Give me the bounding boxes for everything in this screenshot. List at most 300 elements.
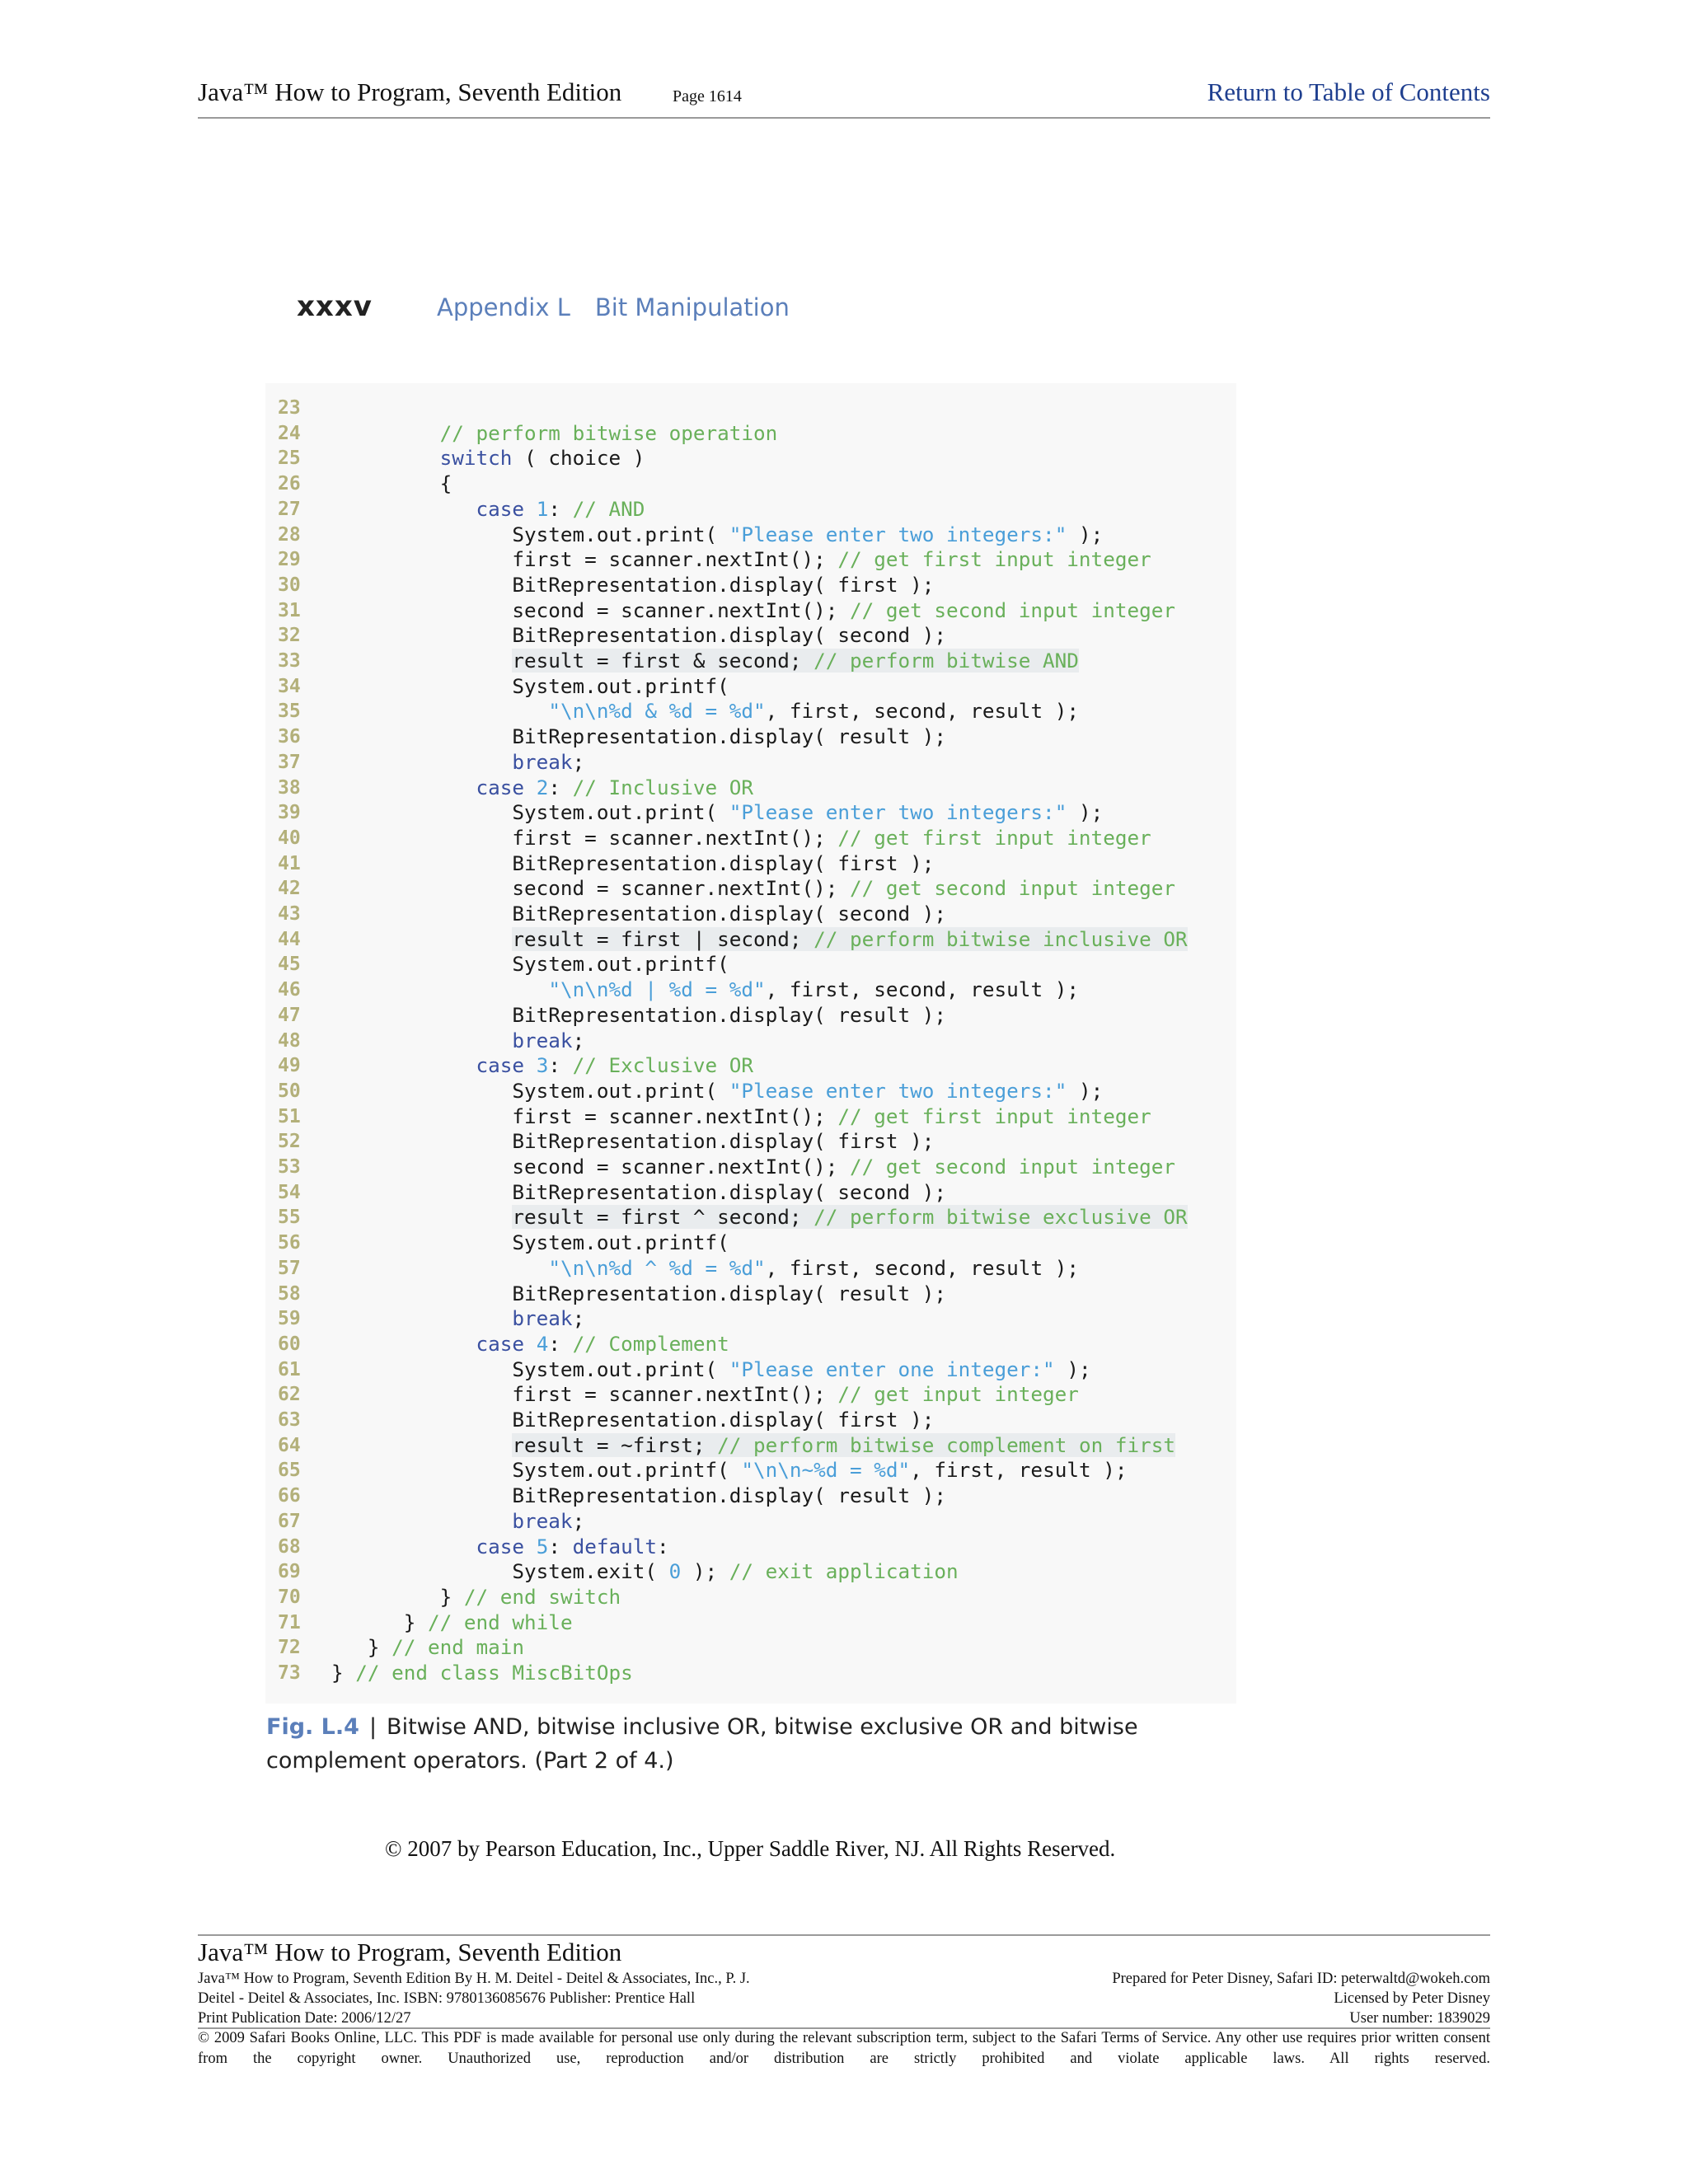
code-token: result = first ^ second; xyxy=(512,1205,814,1230)
code-line xyxy=(265,1509,1236,1534)
line-number: 62 xyxy=(278,1384,301,1406)
code-text xyxy=(331,1306,584,1331)
code-text xyxy=(331,800,1103,825)
code-token: System.out.printf( xyxy=(331,673,729,698)
code-token: BitRepresentation.display( result ); xyxy=(331,724,947,749)
line-number: 27 xyxy=(278,498,301,520)
line-number: 29 xyxy=(278,549,301,571)
code-line xyxy=(265,446,1236,471)
code-text xyxy=(331,1053,753,1078)
code-line xyxy=(265,1282,1236,1306)
code-token: BitRepresentation.display( second ); xyxy=(331,623,947,648)
code-line xyxy=(265,1535,1236,1559)
code-line xyxy=(265,1003,1236,1028)
code-text xyxy=(331,724,946,749)
line-number: 54 xyxy=(278,1181,301,1203)
code-text xyxy=(331,547,1151,572)
code-text xyxy=(331,776,753,800)
code-token: // Inclusive OR xyxy=(572,775,754,799)
code-text xyxy=(331,1205,1188,1230)
caption-separator: | xyxy=(368,1714,377,1740)
code-text xyxy=(331,1585,621,1610)
code-line xyxy=(265,1585,1236,1610)
code-token: : xyxy=(548,496,573,521)
chapter-title: Bit Manipulation xyxy=(594,293,790,321)
line-number: 24 xyxy=(278,422,301,444)
code-token: first = scanner.nextInt(); xyxy=(331,1382,838,1407)
code-token: // Exclusive OR xyxy=(572,1053,754,1078)
line-number: 23 xyxy=(278,397,301,419)
code-token: // get first input integer xyxy=(837,547,1151,572)
code-token: "\n\n%d | %d = %d" xyxy=(548,977,766,1002)
code-token: BitRepresentation.display( first ); xyxy=(331,572,935,597)
code-text xyxy=(331,977,1079,1002)
footer-publication-line: Print Publication Date: 2006/12/27 xyxy=(198,2010,411,2027)
code-token: ); xyxy=(1067,1078,1104,1103)
code-token xyxy=(331,1029,512,1052)
code-line xyxy=(265,1332,1236,1357)
code-token xyxy=(331,1535,476,1558)
code-token: 5 xyxy=(536,1534,549,1558)
code-token: // end main xyxy=(392,1635,525,1660)
footer-publication-line: Java™ How to Program, Seventh Edition By H. M. Deitel - Deitel & Associates, Inc., P. J. xyxy=(198,1971,750,1987)
line-number: 47 xyxy=(278,1004,301,1026)
line-number: 30 xyxy=(278,574,301,596)
line-number: 50 xyxy=(278,1080,301,1102)
code-token: BitRepresentation.display( result ); xyxy=(331,1281,947,1305)
code-text xyxy=(331,1382,1079,1407)
code-line xyxy=(265,724,1236,749)
code-token: case xyxy=(476,1053,525,1078)
code-line xyxy=(265,497,1236,522)
code-text xyxy=(331,674,729,699)
code-token xyxy=(524,1535,537,1558)
code-token: result = first & second; xyxy=(512,649,814,673)
code-token: ; xyxy=(572,1508,585,1533)
code-token xyxy=(331,1256,548,1280)
code-line xyxy=(265,1382,1236,1407)
code-token: : xyxy=(548,1053,573,1078)
code-text xyxy=(331,826,1151,851)
code-token: BitRepresentation.display( result ); xyxy=(331,1483,947,1508)
code-token: result = ~first; xyxy=(512,1432,718,1457)
code-token: System.out.print( xyxy=(331,1357,729,1381)
code-line xyxy=(265,1053,1236,1078)
code-line xyxy=(265,1230,1236,1255)
footer-legal-notice: © 2009 Safari Books Online, LLC. This PDF is made available for personal use only during the relevant subscription term, subject to the Safari Terms of Service. Any other use requires prior written consent from the copyright owner. Unauthorized use, reproduction and/or distribution are strictly prohibited and violate applicable laws. All rights reserved. xyxy=(198,2030,1490,2067)
code-token: , first, second, result ); xyxy=(765,977,1079,1002)
code-text xyxy=(331,1535,669,1559)
code-line xyxy=(265,649,1236,673)
code-token: System.out.printf( xyxy=(331,952,729,977)
code-text xyxy=(331,1332,729,1357)
code-line xyxy=(265,1635,1236,1660)
code-line xyxy=(265,1306,1236,1331)
line-number: 53 xyxy=(278,1156,301,1178)
copyright-notice: © 2007 by Pearson Education, Inc., Upper Saddle River, NJ. All Rights Reserved. xyxy=(385,1836,1116,1861)
line-number: 41 xyxy=(278,852,301,874)
line-number: 73 xyxy=(278,1662,301,1684)
line-number: 69 xyxy=(278,1561,301,1583)
code-token xyxy=(331,927,512,951)
line-number: 36 xyxy=(278,726,301,748)
code-token: // get second input integer xyxy=(850,876,1175,901)
line-number: 57 xyxy=(278,1257,301,1279)
code-text xyxy=(331,573,934,598)
code-token: , first, second, result ); xyxy=(765,1255,1079,1280)
code-text xyxy=(331,421,777,446)
code-token xyxy=(331,699,548,723)
code-line xyxy=(265,471,1236,496)
code-token: result = first | second; xyxy=(512,926,814,951)
code-text xyxy=(331,649,1079,673)
line-number: 45 xyxy=(278,954,301,976)
code-token: System.out.printf( xyxy=(331,1230,729,1255)
code-token xyxy=(524,1053,537,1077)
code-token: second = scanner.nextInt(); xyxy=(331,598,851,622)
line-number: 46 xyxy=(278,979,301,1001)
return-to-toc-link[interactable]: Return to Table of Contents xyxy=(1207,77,1490,106)
line-number: 52 xyxy=(278,1131,301,1153)
code-text xyxy=(331,1433,1175,1458)
code-token: System.out.print( xyxy=(331,522,729,546)
code-token xyxy=(331,776,476,799)
code-token: 0 xyxy=(668,1559,682,1584)
footer xyxy=(198,1934,1490,2067)
code-text xyxy=(331,851,934,876)
code-token: // get first input integer xyxy=(837,825,1151,850)
code-line xyxy=(265,421,1236,446)
code-token: case xyxy=(476,775,525,799)
code-text xyxy=(331,1104,1151,1129)
line-number: 37 xyxy=(278,751,301,773)
code-token xyxy=(331,421,440,445)
line-number: 65 xyxy=(278,1460,301,1482)
code-token: { xyxy=(331,471,452,496)
code-token xyxy=(331,446,440,470)
line-number: 63 xyxy=(278,1409,301,1431)
code-token: BitRepresentation.display( first ); xyxy=(331,1408,935,1432)
line-number: 34 xyxy=(278,675,301,697)
code-line xyxy=(265,1458,1236,1483)
footer-license-line: User number: 1839029 xyxy=(1349,2010,1490,2027)
line-number: 72 xyxy=(278,1637,301,1659)
code-line xyxy=(265,523,1236,547)
code-token: "Please enter two integers:" xyxy=(729,522,1067,546)
code-line xyxy=(265,1079,1236,1104)
code-token: first = scanner.nextInt(); xyxy=(331,825,838,850)
code-token: : xyxy=(548,775,573,799)
code-line xyxy=(265,776,1236,800)
line-number: 56 xyxy=(278,1232,301,1254)
code-token: // AND xyxy=(572,496,645,521)
code-token: // get input integer xyxy=(837,1382,1079,1407)
code-token: : xyxy=(657,1534,669,1558)
code-line xyxy=(265,977,1236,1002)
code-line xyxy=(265,573,1236,598)
code-token: default xyxy=(572,1534,658,1558)
line-number: 55 xyxy=(278,1207,301,1229)
code-token: BitRepresentation.display( second ); xyxy=(331,902,947,926)
code-token: : xyxy=(548,1331,573,1356)
code-text xyxy=(331,497,645,522)
top-header xyxy=(198,74,1490,119)
code-token: ; xyxy=(572,749,585,774)
line-number: 38 xyxy=(278,776,301,799)
code-token xyxy=(331,1205,512,1229)
code-text xyxy=(331,1029,584,1053)
line-number: 70 xyxy=(278,1586,301,1608)
line-number: 64 xyxy=(278,1434,301,1456)
code-line xyxy=(265,1029,1236,1053)
code-token: BitRepresentation.display( result ); xyxy=(331,1002,947,1027)
code-token: ); xyxy=(1067,800,1104,825)
footer-license-line: Prepared for Peter Disney, Safari ID: peterwaltd@wokeh.com xyxy=(1112,1971,1490,1987)
code-token: ); xyxy=(1054,1357,1091,1381)
caption-text: Bitwise AND, bitwise inclusive OR, bitwise exclusive OR and bitwise complement operators. (Part 2 of 4.) xyxy=(266,1714,1138,1774)
line-number: 26 xyxy=(278,473,301,495)
code-text xyxy=(331,1408,934,1432)
code-token: // Complement xyxy=(572,1331,729,1356)
code-text xyxy=(331,1635,524,1660)
line-number: 33 xyxy=(278,650,301,672)
code-text xyxy=(331,876,1175,901)
code-token xyxy=(331,1433,512,1457)
line-number: 42 xyxy=(278,878,301,900)
line-number: 66 xyxy=(278,1485,301,1507)
code-line xyxy=(265,1155,1236,1179)
line-number: 48 xyxy=(278,1029,301,1052)
code-text xyxy=(331,1003,946,1028)
code-text xyxy=(331,1357,1091,1382)
code-text xyxy=(331,471,452,496)
code-token: // perform bitwise operation xyxy=(439,420,778,445)
code-line xyxy=(265,1610,1236,1635)
code-token: break xyxy=(512,1306,573,1331)
code-token: "\n\n~%d = %d" xyxy=(741,1458,911,1483)
code-token xyxy=(524,1332,537,1356)
line-number: 44 xyxy=(278,928,301,950)
code-token: ); xyxy=(681,1559,729,1584)
code-token: second = scanner.nextInt(); xyxy=(331,876,851,901)
code-token: // perform bitwise inclusive OR xyxy=(814,926,1188,951)
line-number: 40 xyxy=(278,827,301,849)
code-line xyxy=(265,598,1236,623)
code-line xyxy=(265,750,1236,775)
code-token xyxy=(331,649,512,673)
code-token: } xyxy=(331,1610,429,1634)
code-text xyxy=(331,598,1175,623)
book-title: Java™ How to Program, Seventh Edition xyxy=(198,77,622,106)
code-line xyxy=(265,396,1236,420)
code-token xyxy=(331,1509,512,1533)
code-line xyxy=(265,927,1236,952)
code-text xyxy=(331,523,1103,547)
code-token: , first, second, result ); xyxy=(765,699,1079,724)
code-token: // get second input integer xyxy=(850,598,1175,622)
code-text xyxy=(331,1129,934,1154)
code-token: System.exit( xyxy=(331,1559,669,1584)
code-line xyxy=(265,1129,1236,1154)
code-token: BitRepresentation.display( second ); xyxy=(331,1179,947,1204)
code-token: ; xyxy=(572,1306,585,1331)
code-token: BitRepresentation.display( first ); xyxy=(331,851,935,875)
code-text xyxy=(331,902,946,926)
code-token xyxy=(331,750,512,774)
code-token: first = scanner.nextInt(); xyxy=(331,1104,838,1128)
footer-publication-line: Deitel - Deitel & Associates, Inc. ISBN: 9780136085676 Publisher: Prentice Hall xyxy=(198,1990,696,2007)
code-line xyxy=(265,1408,1236,1432)
line-number: 58 xyxy=(278,1282,301,1305)
code-token: "\n\n%d & %d = %d" xyxy=(548,699,766,724)
code-line xyxy=(265,1433,1236,1458)
code-token: } xyxy=(331,1635,392,1660)
code-token: case xyxy=(476,1534,525,1558)
code-text xyxy=(331,1661,633,1685)
line-number: 61 xyxy=(278,1358,301,1380)
code-token: 3 xyxy=(536,1053,549,1078)
line-number: 51 xyxy=(278,1105,301,1127)
code-line xyxy=(265,826,1236,851)
code-text xyxy=(331,1559,959,1584)
appendix-label: Appendix L xyxy=(437,293,570,321)
code-line xyxy=(265,902,1236,926)
code-line xyxy=(265,1559,1236,1584)
code-token: ); xyxy=(1067,522,1104,546)
code-token: // get first input integer xyxy=(837,1104,1151,1128)
code-line xyxy=(265,851,1236,876)
code-token: ( choice ) xyxy=(512,446,645,471)
code-token: // exit application xyxy=(729,1559,959,1584)
code-text xyxy=(331,1079,1103,1104)
code-token: ; xyxy=(572,1028,585,1052)
code-token: break xyxy=(512,1508,573,1533)
code-text xyxy=(331,1483,946,1508)
code-text xyxy=(331,750,584,775)
code-token: 1 xyxy=(536,496,549,521)
code-line xyxy=(265,800,1236,825)
code-line xyxy=(265,1483,1236,1508)
code-token xyxy=(331,977,548,1001)
code-token xyxy=(331,1053,476,1077)
line-number: 59 xyxy=(278,1308,301,1330)
running-head xyxy=(437,293,790,321)
figure-caption xyxy=(266,1710,1247,1778)
code-token: BitRepresentation.display( first ); xyxy=(331,1129,935,1154)
code-line xyxy=(265,1256,1236,1281)
code-text xyxy=(331,1610,573,1635)
code-token: // end class MiscBitOps xyxy=(355,1661,633,1685)
code-text xyxy=(331,927,1188,952)
line-number: 60 xyxy=(278,1333,301,1355)
footer-license-line: Licensed by Peter Disney xyxy=(1334,1990,1490,2007)
code-token: System.out.printf( xyxy=(331,1458,742,1483)
code-token: case xyxy=(476,1331,525,1356)
code-token: break xyxy=(512,1028,573,1052)
code-line xyxy=(265,952,1236,977)
page-roman-numeral: xxxv xyxy=(297,290,373,323)
line-number: 68 xyxy=(278,1535,301,1558)
code-token xyxy=(524,497,537,521)
line-number: 32 xyxy=(278,625,301,647)
code-token: break xyxy=(512,749,573,774)
code-line xyxy=(265,1357,1236,1382)
code-text xyxy=(331,1509,584,1534)
code-token xyxy=(331,1306,512,1330)
code-text xyxy=(331,446,645,471)
line-number: 31 xyxy=(278,599,301,621)
code-text xyxy=(331,1155,1175,1179)
line-number: 43 xyxy=(278,903,301,925)
code-line xyxy=(265,547,1236,572)
code-line xyxy=(265,699,1236,724)
code-text xyxy=(331,1256,1079,1281)
code-token: } xyxy=(331,1661,356,1685)
code-token: "Please enter two integers:" xyxy=(729,1078,1067,1103)
line-number: 71 xyxy=(278,1611,301,1633)
line-number: 49 xyxy=(278,1055,301,1077)
code-token: System.out.print( xyxy=(331,800,729,825)
code-line xyxy=(265,1104,1236,1129)
code-token: switch xyxy=(439,446,513,471)
code-token: , first, result ); xyxy=(910,1458,1128,1483)
figure-label: Fig. L.4 xyxy=(266,1714,359,1740)
code-token: : xyxy=(548,1534,573,1558)
code-token: second = scanner.nextInt(); xyxy=(331,1155,851,1179)
footer-book-title: Java™ How to Program, Seventh Edition xyxy=(198,1938,622,1966)
line-number: 39 xyxy=(278,802,301,824)
code-line xyxy=(265,876,1236,901)
code-text xyxy=(331,699,1079,724)
code-token: "Please enter two integers:" xyxy=(729,800,1067,825)
code-text xyxy=(331,1282,946,1306)
code-text xyxy=(331,952,729,977)
code-token: // perform bitwise complement on first xyxy=(717,1432,1175,1457)
code-text xyxy=(331,1458,1127,1483)
code-text xyxy=(331,1230,729,1255)
code-token: // end switch xyxy=(463,1584,621,1609)
code-text xyxy=(331,623,946,648)
code-line xyxy=(265,674,1236,699)
code-token: 2 xyxy=(536,775,549,799)
code-token: System.out.print( xyxy=(331,1078,729,1103)
page-number: Page 1614 xyxy=(673,87,742,105)
code-token: // perform bitwise AND xyxy=(814,649,1079,673)
code-text xyxy=(331,1180,946,1205)
line-number: 67 xyxy=(278,1510,301,1532)
code-token xyxy=(331,497,476,521)
code-listing xyxy=(265,383,1236,1704)
code-line xyxy=(265,1180,1236,1205)
code-token xyxy=(524,776,537,799)
code-line xyxy=(265,1661,1236,1685)
code-line xyxy=(265,623,1236,648)
line-number: 25 xyxy=(278,448,301,470)
code-token: "\n\n%d ^ %d = %d" xyxy=(548,1255,766,1280)
code-token: // get second input integer xyxy=(850,1155,1175,1179)
code-token: // perform bitwise exclusive OR xyxy=(814,1205,1188,1230)
code-token: case xyxy=(476,496,525,521)
line-number: 28 xyxy=(278,523,301,546)
code-token: "Please enter one integer:" xyxy=(729,1357,1055,1381)
code-token xyxy=(331,1332,476,1356)
line-number: 35 xyxy=(278,701,301,723)
code-token: // end while xyxy=(428,1610,573,1634)
code-token: } xyxy=(331,1584,464,1609)
code-token: first = scanner.nextInt(); xyxy=(331,547,838,572)
code-line xyxy=(265,1205,1236,1230)
code-token: 4 xyxy=(536,1331,549,1356)
